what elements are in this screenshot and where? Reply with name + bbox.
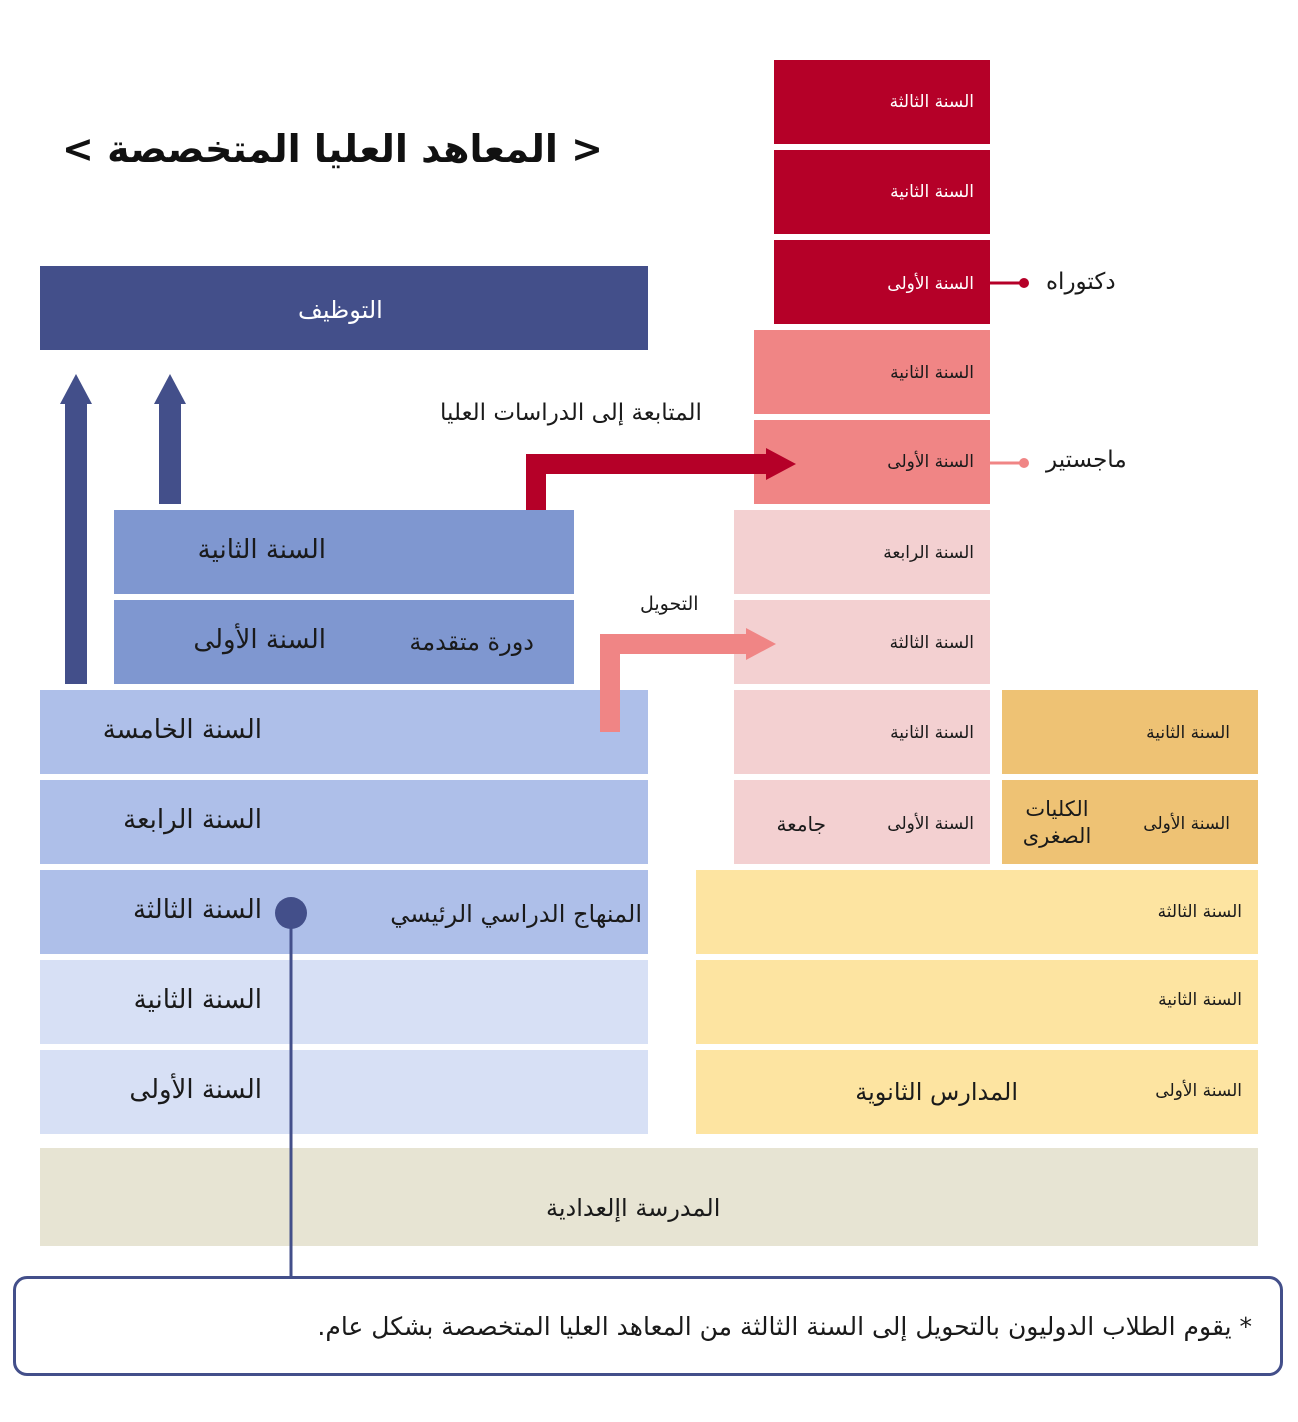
university-year-2-label: السنة الثانية (890, 723, 974, 743)
main-curriculum-label: المنهاج الدراسي الرئيسي (390, 900, 642, 928)
transfer-label: التحويل (640, 593, 699, 615)
masters-year-2-label: السنة الثانية (890, 363, 974, 383)
footnote-connector (275, 897, 307, 1276)
doctorate-label: دكتوراه (1046, 269, 1116, 295)
masters-label: ماجستير (1046, 447, 1127, 473)
doctorate-year-2-label: السنة الثانية (890, 182, 974, 202)
employment-label: التوظيف (298, 296, 383, 324)
main-year-5-label: السنة الخامسة (102, 715, 262, 745)
high-schools-label: المدارس الثانوية (855, 1078, 1018, 1106)
page-title: < المعاهد العليا المتخصصة > (62, 127, 604, 171)
university-label: جامعة (776, 812, 826, 836)
junior-college-year-2-label: السنة الثانية (1146, 723, 1230, 743)
junior-college-year-1-label: السنة الأولى (1143, 814, 1230, 834)
grad-continue-arrow (526, 448, 796, 510)
main-year-2-label: السنة الثانية (133, 985, 262, 1015)
grad-continue-label: المتابعة إلى الدراسات العليا (440, 400, 702, 426)
advanced-year-1-label: السنة الأولى (193, 625, 326, 655)
masters-connector (990, 458, 1029, 468)
transfer-arrow (600, 628, 776, 732)
doctorate-year-3-label: السنة الثالثة (889, 92, 974, 112)
footnote-text: * يقوم الطلاب الدوليون بالتحويل إلى السنة الثالثة من المعاهد العليا المتخصصة بشكل عام. (317, 1312, 1252, 1341)
junior-college-label: الكليات الصغرى (1022, 797, 1092, 849)
university-year-4-label: السنة الرابعة (883, 543, 974, 563)
main-year-3-label: السنة الثالثة (132, 895, 262, 925)
university-year-1-label: السنة الأولى (887, 814, 974, 834)
advanced-year-2-label: السنة الثانية (197, 535, 326, 565)
university-year-3-label: السنة الثالثة (889, 633, 974, 653)
masters-year-1-label: السنة الأولى (887, 452, 974, 472)
advanced-course-label: دورة متقدمة (409, 628, 534, 656)
high-school-year-1-label: السنة الأولى (1155, 1081, 1242, 1101)
doctorate-year-1-label: السنة الأولى (887, 274, 974, 294)
middle-school-label: المدرسة اإلعدادية (546, 1194, 721, 1222)
main-year-4-label: السنة الرابعة (123, 805, 262, 835)
high-school-year-3-label: السنة الثالثة (1157, 902, 1242, 922)
high-school-year-2-label: السنة الثانية (1158, 990, 1242, 1010)
main-year-1-label: السنة الأولى (129, 1075, 262, 1105)
footnote-box (13, 1276, 1283, 1376)
doctorate-connector (990, 278, 1029, 288)
